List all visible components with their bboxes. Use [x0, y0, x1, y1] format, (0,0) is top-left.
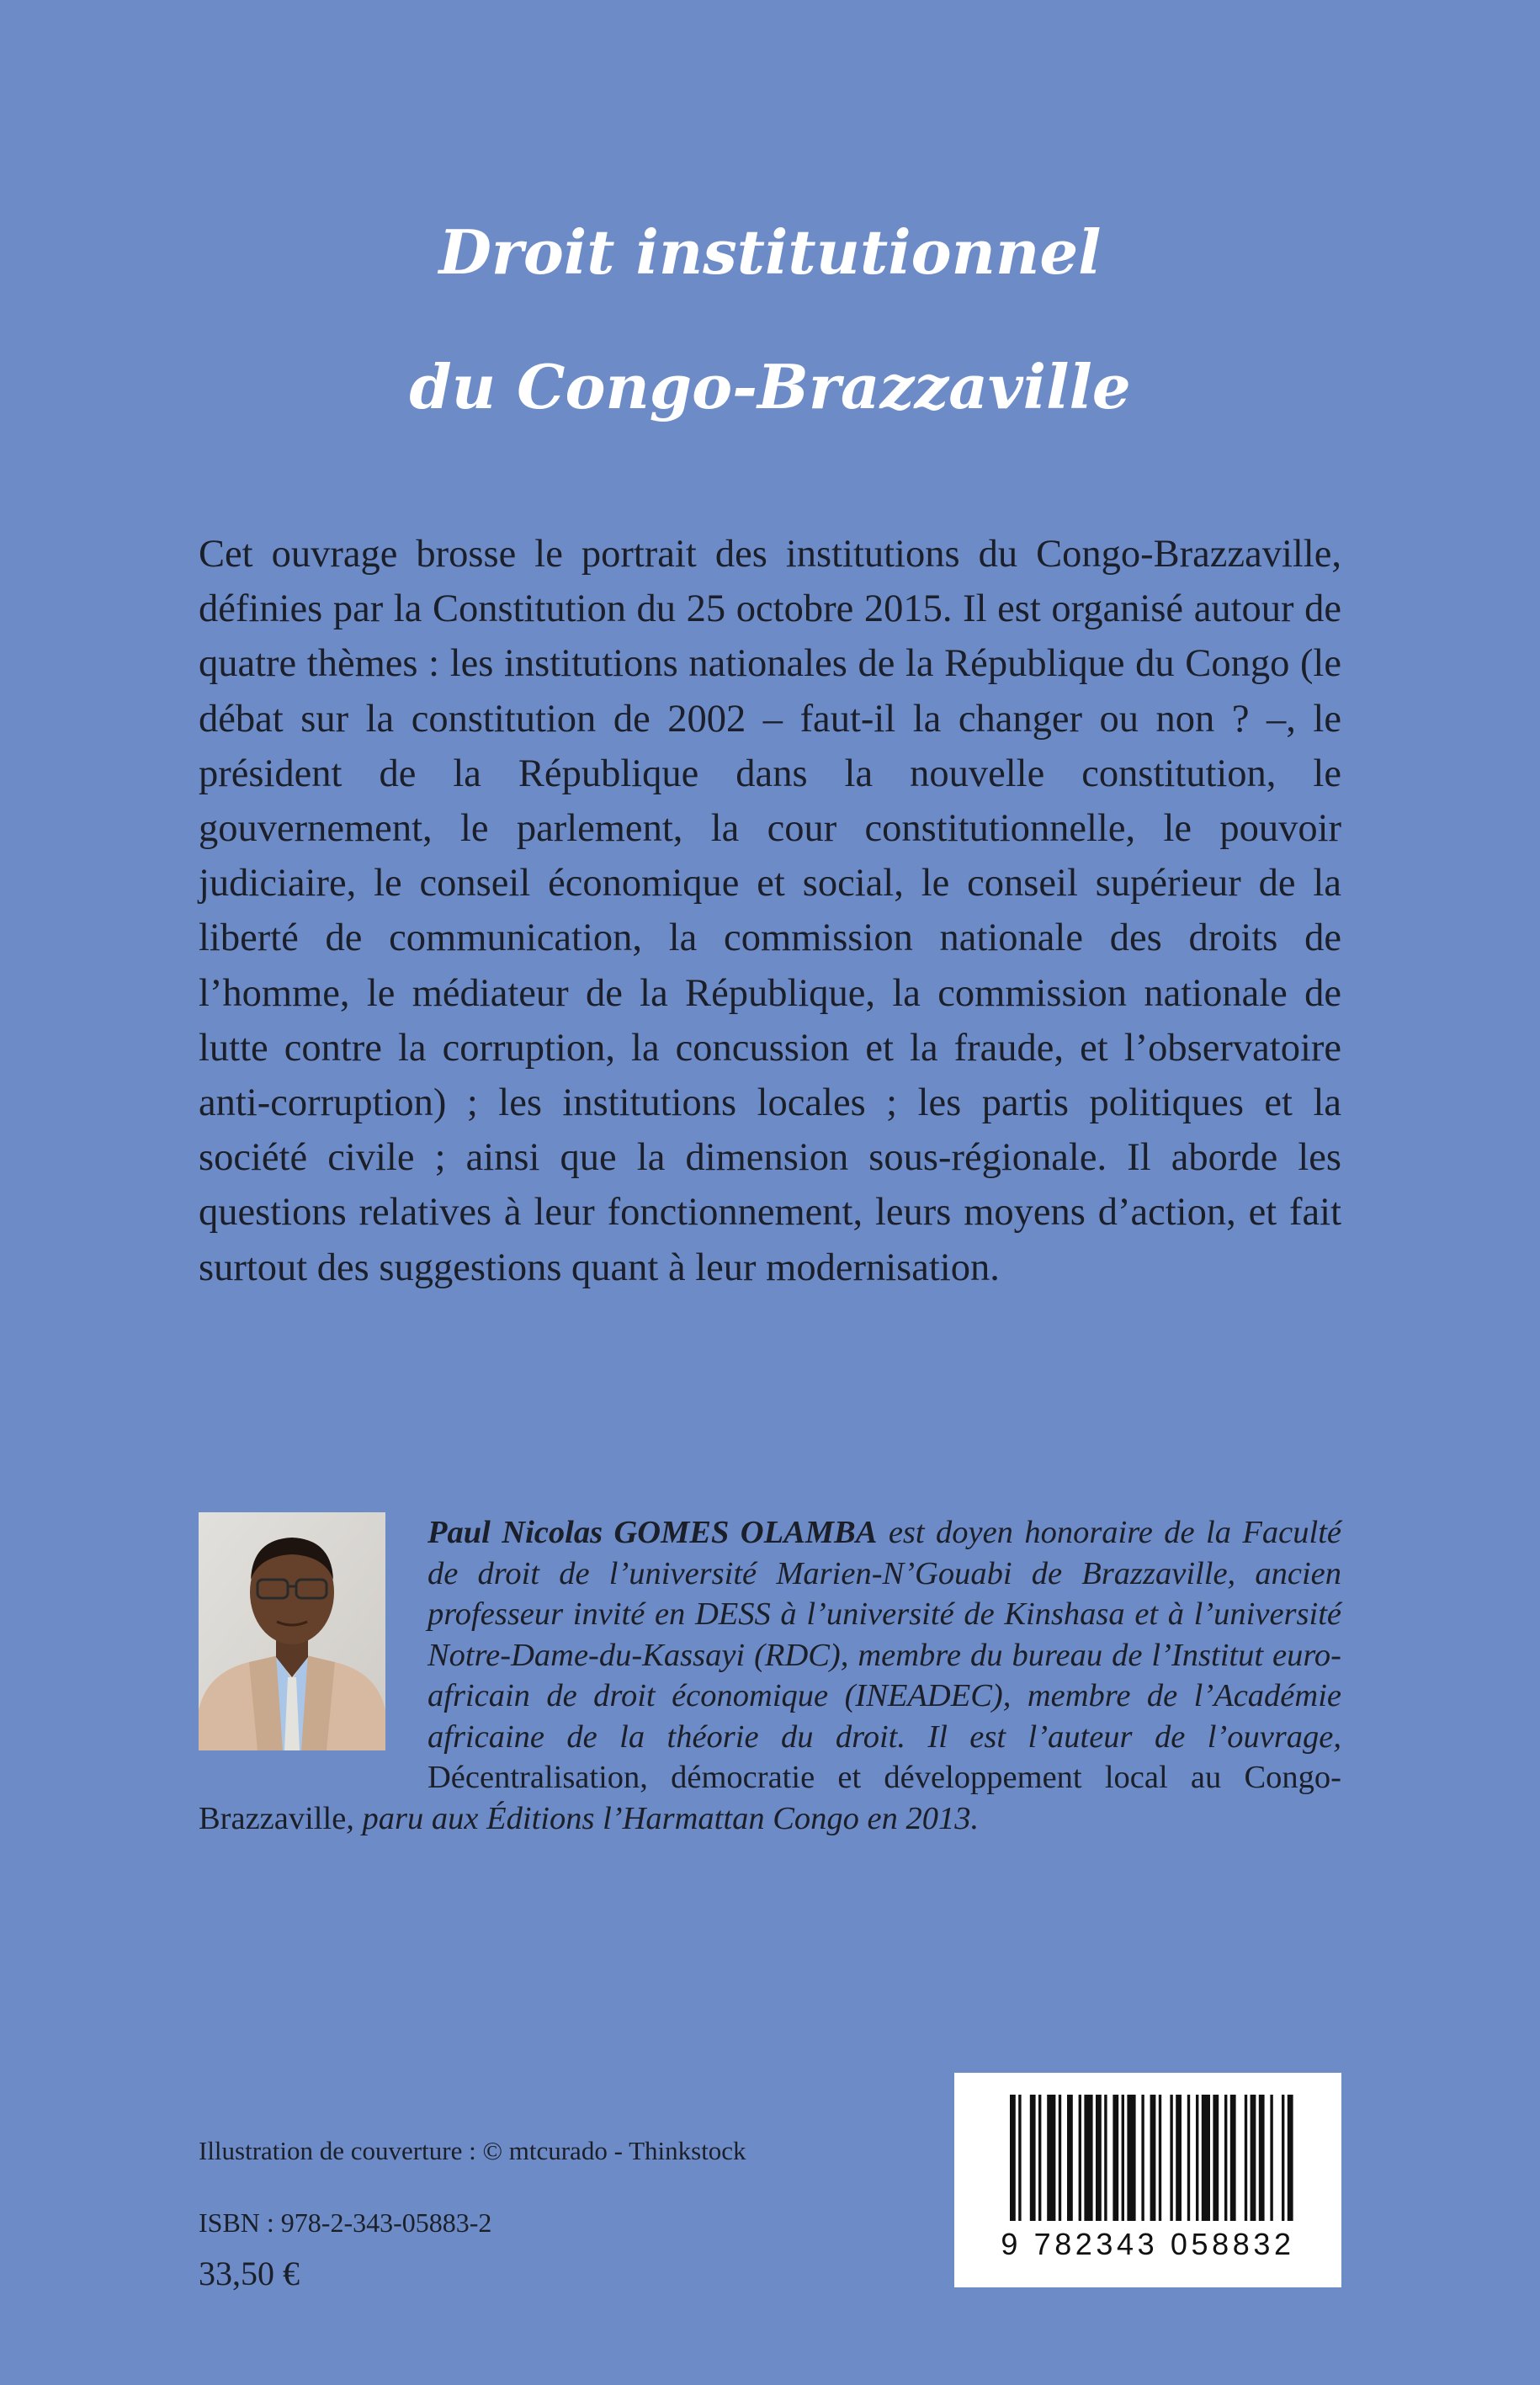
- barcode-bar: [1202, 2095, 1210, 2221]
- price: 33,50 €: [199, 2255, 300, 2292]
- barcode-bar: [1251, 2095, 1256, 2221]
- author-bio: [199, 1512, 1341, 1839]
- barcode-bar: [1288, 2095, 1293, 2221]
- barcode-bar: [1104, 2095, 1107, 2221]
- title-line-2: du Congo-Brazzaville: [409, 351, 1131, 422]
- barcode-digits: 9 782343 058832: [1001, 2227, 1295, 2261]
- book-title: [0, 185, 1540, 454]
- author-bio-text-end: , paru aux Éditions l’Harmattan Congo en 2013.: [346, 1800, 980, 1836]
- barcode-bar: [1170, 2095, 1172, 2221]
- author-book-title: Décentralisation, démocratie et développement local au Congo-Brazzaville: [199, 1760, 1341, 1836]
- book-summary: Cet ouvrage brosse le portrait des institutions du Congo-Brazzaville, définies par la Constitution du 25 octobre 2015. Il est organisé autour de quatre thèmes : les institutions nationales de la République du Congo (le débat sur la constitution de 2002 – faut-il la changer ou non ? –, le président de la République dans la nouvelle constitution, le gouvernement, le parlement, la cour constitutionnelle, le pouvoir judiciaire, le conseil économique et social, le conseil supérieur de la liberté de communication, la commission nationale des droits de l’homme, le médiateur de la République, la commission nationale de lutte contre la corruption, la concussion et la fraude, et l’observatoire anti-corruption) ; les institutions locales ; les partis politiques et la société civile ; ainsi que la dimension sous-régionale. Il aborde les questions relatives à leur fonctionnement, leurs moyens d’action, et fait surtout des suggestions quant à leur modernisation.: [199, 533, 1341, 1289]
- barcode-bar: [1141, 2095, 1144, 2221]
- barcode-bar: [1096, 2095, 1102, 2221]
- title-line-1: Droit institutionnel: [438, 216, 1102, 288]
- barcode: [954, 2073, 1341, 2287]
- barcode-bar: [1282, 2095, 1284, 2221]
- barcode-bar: [1213, 2095, 1219, 2221]
- barcode-bar: [1010, 2095, 1016, 2221]
- cover-credit: Illustration de couverture : © mtcurado - Thinkstock: [199, 2136, 746, 2165]
- barcode-bar: [1079, 2095, 1081, 2221]
- author-bio-text: est doyen honoraire de la Faculté de droit de l’université Marien-N’Gouabi de Brazzaville, ancien professeur invité en DESS à l’université de Kinshasa et à l’université Notre-Dame-du-Kassayi (RDC), membre du bureau de l’Institut euro-africain de droit économique (INEADEC), membre de l’Académie africaine de la théorie du droit. Il est l’auteur de l’ouvrage,: [427, 1515, 1342, 1755]
- barcode-bar: [1047, 2095, 1055, 2221]
- author-name: Paul Nicolas GOMES OLAMBA: [427, 1515, 878, 1550]
- barcode-bar: [1127, 2095, 1135, 2221]
- barcode-bar: [1159, 2095, 1161, 2221]
- photo-spacer: [199, 1512, 427, 1761]
- barcode-bar: [1230, 2095, 1236, 2221]
- barcode-bar: [1122, 2095, 1124, 2221]
- barcode-bar: [1259, 2095, 1265, 2221]
- barcode-bar: [1113, 2095, 1118, 2221]
- barcode-bar: [1245, 2095, 1247, 2221]
- barcode-bar: [1150, 2095, 1156, 2221]
- barcode-bar: [1018, 2095, 1021, 2221]
- barcode-bar: [1038, 2095, 1041, 2221]
- barcode-bar: [1176, 2095, 1182, 2221]
- barcode-bar: [1196, 2095, 1198, 2221]
- barcode-bar: [1187, 2095, 1190, 2221]
- barcode-bar: [1067, 2095, 1073, 2221]
- barcode-bar: [1224, 2095, 1227, 2221]
- barcode-bar: [1084, 2095, 1092, 2221]
- barcode-bar: [1030, 2095, 1036, 2221]
- barcode-bar: [1059, 2095, 1061, 2221]
- isbn: ISBN : 978-2-343-05883-2: [199, 2207, 492, 2238]
- barcode-bar: [1270, 2095, 1272, 2221]
